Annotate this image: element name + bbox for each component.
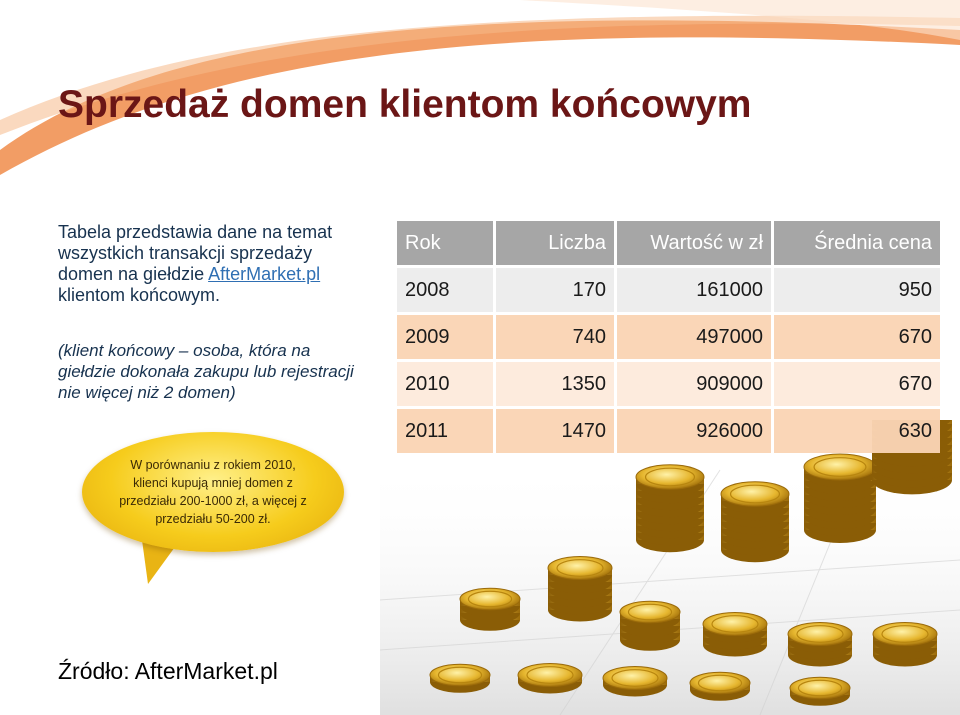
table-header-row <box>397 221 940 265</box>
header-wartosc: Wartość w zł <box>617 221 771 265</box>
cell-rok: 2009 <box>397 315 493 359</box>
table-description <box>58 222 368 306</box>
source-note: Źródło: AfterMarket.pl <box>58 658 278 684</box>
cell-rok: 2008 <box>397 268 493 312</box>
table-row <box>397 362 940 406</box>
cell-liczba: 1470 <box>496 409 614 453</box>
table-row <box>397 268 940 312</box>
gold-coin-stacks-icon <box>400 420 960 715</box>
description-text: Tabela przedstawia dane na temat wszystkich transakcji sprzedaży domen na giełdzie <box>58 222 333 284</box>
cell-liczba: 170 <box>496 268 614 312</box>
slide-title: Sprzedaż domen klientom końcowym <box>58 83 752 126</box>
cell-wartosc: 161000 <box>617 268 771 312</box>
table-row <box>397 409 940 453</box>
aftermarket-link[interactable]: AfterMarket.pl <box>208 264 321 284</box>
end-client-note: (klient końcowy – osoba, która na giełdzie dokonała zakupu lub rejestracji nie więcej niż 2 domen) <box>58 341 354 402</box>
cell-srednia-cena: 630 <box>774 409 940 453</box>
cell-rok: 2010 <box>397 362 493 406</box>
cell-wartosc: 497000 <box>617 315 771 359</box>
callout-text: W porównaniu z rokiem 2010, klienci kupują mniej domen z przedziału 200-1000 zł, a więcej z przedziału 50-200 zł. <box>119 458 307 526</box>
sales-table <box>394 218 943 456</box>
cell-srednia-cena: 670 <box>774 315 940 359</box>
description-text-end: klientom końcowym. <box>58 285 221 305</box>
comparison-callout <box>82 432 344 552</box>
cell-wartosc: 926000 <box>617 409 771 453</box>
header-liczba: Liczba <box>496 221 614 265</box>
table-row <box>397 315 940 359</box>
header-srednia-cena: Średnia cena <box>774 221 940 265</box>
cell-wartosc: 909000 <box>617 362 771 406</box>
cell-srednia-cena: 670 <box>774 362 940 406</box>
cell-srednia-cena: 950 <box>774 268 940 312</box>
cell-liczba: 1350 <box>496 362 614 406</box>
header-rok: Rok <box>397 221 493 265</box>
cell-rok: 2011 <box>397 409 493 453</box>
cell-liczba: 740 <box>496 315 614 359</box>
